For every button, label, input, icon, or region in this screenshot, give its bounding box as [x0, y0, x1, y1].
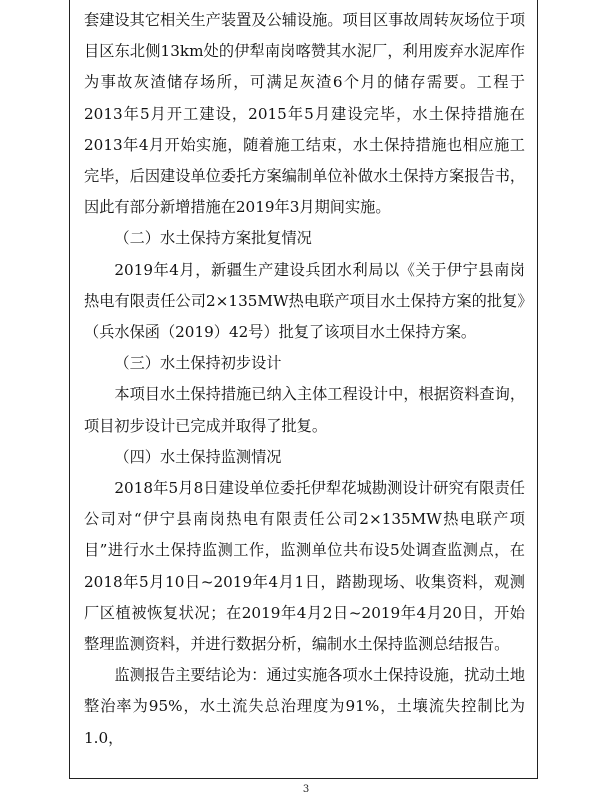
paragraph-approval: 2019年4月，新疆生产建设兵团水利局以《关于伊宁县南岗热电有限责任公司2×135MW热电联产项目水土保持方案的批复》（兵水保函（2019）42号）批复了该项目水土保持方案。 — [84, 260, 525, 342]
section-heading-monitoring: （四）水土保持监测情况 — [114, 447, 282, 466]
paragraph-conclusion: 监测报告主要结论为：通过实施各项水土保持设施，扰动土地整治率为95%，水土流失总治理度为91%，土壤流失控制比为1.0， — [84, 666, 525, 747]
paragraph-continuation: 套建设其它相关生产装置及公辅设施。项目区事故周转灰场位于项目区东北侧13km处的伊犁南岗喀赞其水泥厂，利用废弃水泥库作为事故灰渣储存场所，可满足灰渣6个月的储存需要。工程于2013年5月开工建设，2015年5月建设完毕，水土保持措施在2013年4月开始实施，随着施工结束，水土保持措施也相应施工完毕，后因建设单位委托方案编制单位补做水土保持方案报告书，因此有部分新增措施在2019年3月期间实施。 — [84, 11, 525, 217]
section-heading-approval: （二）水土保持方案批复情况 — [114, 229, 312, 248]
page-number: 3 — [302, 784, 310, 795]
paragraph-monitoring: 2018年5月8日建设单位委托伊犁花城勘测设计研究有限责任公司对“伊宁县南岗热电有限责任公司2×135MW热电联产项目”进行水土保持监测工作，监测单位共布设5处调查监测点，在2018年5月10日~2019年4月1日，踏勘现场、收集资料，观测厂区植被恢复状况；在2019年4月2日~2019年4月20日，开始整理监测资料，并进行数据分析，编制水土保持监测总结报告。 — [84, 479, 525, 654]
paragraph-preliminary-design: 本项目水土保持措施已纳入主体工程设计中，根据资料查询，项目初步设计已完成并取得了批复。 — [84, 385, 525, 435]
page-frame — [69, 0, 538, 779]
section-heading-preliminary-design: （三）水土保持初步设计 — [114, 354, 282, 373]
document-body — [84, 5, 525, 754]
